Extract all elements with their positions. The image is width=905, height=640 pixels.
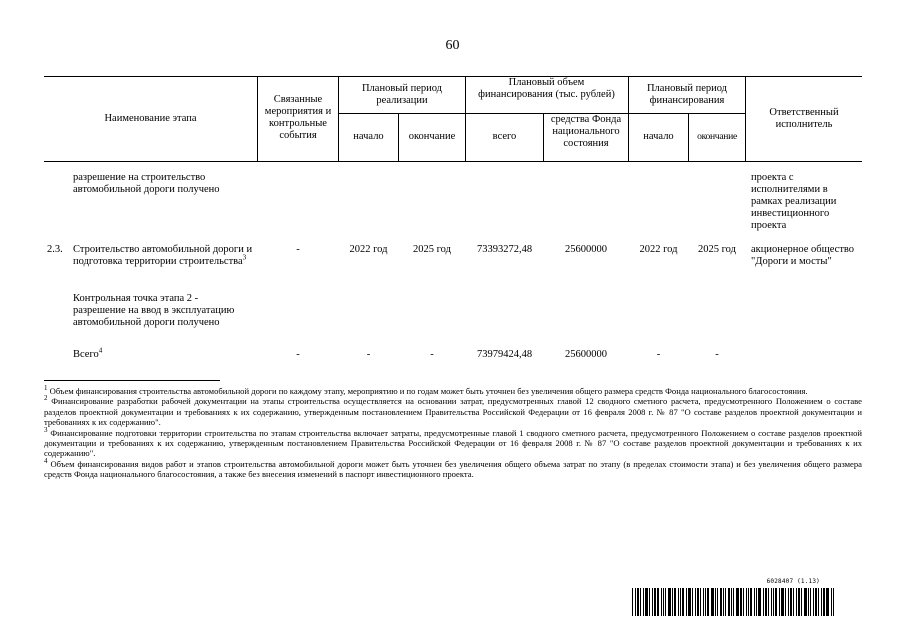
- page-number: 60: [445, 38, 460, 53]
- header-financing-period: Плановый период финансирования: [646, 83, 728, 106]
- footnote-mark: 1: [44, 384, 48, 393]
- header-planned-end: окончание: [408, 131, 456, 142]
- barcode-bar: [823, 588, 825, 616]
- barcode-bar: [746, 588, 747, 616]
- col-divider: [465, 76, 466, 161]
- barcode-bar: [674, 588, 676, 616]
- barcode-bar: [711, 588, 714, 616]
- header-fin-period-end: окончание: [697, 131, 737, 142]
- header-related-events: Связанные мероприятия и контрольные события: [264, 94, 332, 141]
- barcode-bar: [793, 588, 794, 616]
- footnote-ref: 3: [242, 253, 247, 262]
- barcode-bar: [686, 588, 687, 616]
- barcode-bar: [717, 588, 718, 616]
- footnote-text: Финансирование разработки рабочей документации на этапы строительства осуществляется на основании затрат, предусмотренных главой 12 сводного сметного расчета, предусмотренного Положением о составе разделов проектной документации и требованиях к их содержанию, утвержденным постановлением Правительства Российской Федерации от 16 февраля 2008 г. № 87 "О составе разделов проектной документации и требованиях к их содержанию".: [44, 396, 862, 428]
- barcode-bar: [810, 588, 811, 616]
- barcode-bar: [756, 588, 757, 616]
- barcode-bar: [637, 588, 639, 616]
- barcode-bar: [818, 588, 819, 616]
- barcode-bar: [703, 588, 704, 616]
- row-name-total: [73, 346, 248, 361]
- footnote-mark: 2: [44, 394, 48, 403]
- row-responsible-continuation: проекта с исполнителями в рамках реализации инвестиционного проекта: [751, 172, 837, 231]
- barcode-bar: [668, 588, 671, 616]
- barcode-bar: [663, 588, 664, 616]
- row-start: -: [366, 349, 371, 360]
- barcode-bar: [665, 588, 666, 616]
- footnote: [44, 456, 862, 480]
- barcode-bar: [779, 588, 780, 616]
- row-end: -: [430, 349, 434, 360]
- barcode-bar: [707, 588, 709, 616]
- barcode-bar: [831, 588, 832, 616]
- barcode-bar: [788, 588, 789, 616]
- barcode-bar: [790, 588, 792, 616]
- barcode-bar: [643, 588, 644, 616]
- row-name-stage-2-3: [73, 244, 253, 268]
- row-start: 2022 год: [349, 244, 388, 255]
- footnote-text: Объем финансирования строительства автомобильной дороги по каждому этапу, мероприятию и по годам может быть уточнен без увеличения общего размера средств Фонда национального благосостояния.: [49, 386, 808, 396]
- footnote-mark: 4: [44, 456, 48, 465]
- barcode-bar: [773, 588, 774, 616]
- footnote-rule: [44, 380, 220, 381]
- barcode-bar: [705, 588, 706, 616]
- barcode-bar: [785, 588, 786, 616]
- barcode-bar: [652, 588, 653, 616]
- row-fund: 25600000: [565, 349, 607, 360]
- header-financing-volume: Плановый объем финансирования (тыс. рублей): [478, 77, 615, 100]
- barcode-label: 6028407 (1.13): [766, 578, 820, 585]
- barcode-bar: [804, 588, 807, 616]
- barcode-bar: [661, 588, 662, 616]
- barcode-bar: [688, 588, 691, 616]
- barcode-bar: [808, 588, 809, 616]
- barcode-bar: [640, 588, 641, 616]
- footnote: [44, 396, 862, 427]
- barcode-bar: [781, 588, 784, 616]
- row-fin-start: 2022 год: [639, 244, 678, 255]
- row-fin-end: 2025 год: [698, 244, 736, 255]
- barcode-block: [632, 578, 862, 618]
- barcode-bar: [733, 588, 734, 616]
- col-divider: [543, 113, 544, 161]
- barcode-bar: [750, 588, 752, 616]
- barcode-bar: [765, 588, 767, 616]
- footnote: [44, 425, 862, 459]
- barcode-bar: [720, 588, 722, 616]
- barcode-bar: [813, 588, 814, 616]
- barcode-bar: [695, 588, 696, 616]
- barcode-bar: [682, 588, 684, 616]
- barcode-bar: [798, 588, 800, 616]
- barcode-bar: [796, 588, 797, 616]
- barcode-bar: [657, 588, 659, 616]
- barcode-bar: [700, 588, 701, 616]
- footnote-ref: 4: [98, 346, 103, 355]
- header-stage-name: Наименование этапа: [104, 113, 197, 124]
- footnote-mark: 3: [44, 425, 48, 434]
- header-bottom-border: [44, 161, 862, 162]
- barcode-bar: [833, 588, 834, 616]
- footnote-text: Объем финансирования видов работ и этапов строительства автомобильной дороги может быть уточнен без увеличения общего объема затрат по этапу (в пределах стоимости этапа) и без увеличения общего размера средств Фонда национального благосостояния, а также без внесения изменений в паспорт инвестиционного проекта.: [44, 458, 862, 480]
- footnotes: [44, 386, 862, 480]
- header-planned-period: Плановый период реализации: [361, 83, 443, 106]
- row-number: 2.3.: [47, 244, 63, 255]
- header-responsible: Ответственный исполнитель: [769, 107, 839, 130]
- barcode-bar: [743, 588, 744, 616]
- barcode-bar: [672, 588, 673, 616]
- barcode-bar: [697, 588, 699, 616]
- barcode-bar: [692, 588, 693, 616]
- barcode-bar: [763, 588, 764, 616]
- subheader-line-period: [338, 113, 465, 114]
- barcode-bar: [725, 588, 726, 616]
- barcode-bar: [680, 588, 681, 616]
- row-related: -: [296, 349, 300, 360]
- footnote-text: Финансирование подготовки территории строительства по этапам строительства включает затраты, предусмотренные главой 1 сводного сметного расчета, предусмотренного Положением о составе разделов проектной документации и требованиях к их содержанию, утвержденным постановлением Правительства Российской Федерации от 16 февраля 2008 г. № 87 "О составе разделов проектной документации и требованиях к их содержанию".: [44, 427, 862, 459]
- barcode-bar: [758, 588, 761, 616]
- barcode-bar: [736, 588, 739, 616]
- row-related: -: [296, 244, 300, 255]
- col-divider: [628, 76, 629, 161]
- row-name-continuation: разрешение на строительство автомобильной дороги получено: [73, 172, 220, 195]
- subheader-line-fin-period: [628, 113, 745, 114]
- barcode-bar: [723, 588, 724, 616]
- barcode-bar: [815, 588, 817, 616]
- row-name-control-point: Контрольная точка этапа 2 - разрешение на ввод в эксплуатацию автомобильной дороги получено: [73, 293, 235, 328]
- barcode-bar: [715, 588, 716, 616]
- row-fund: 25600000: [565, 244, 607, 255]
- header-fin-period-start: начало: [643, 131, 674, 142]
- barcode-icon: [632, 588, 862, 616]
- barcode-bar: [645, 588, 648, 616]
- row-end: 2025 год: [413, 244, 451, 255]
- barcode-bar: [821, 588, 822, 616]
- barcode-bar: [740, 588, 742, 616]
- barcode-bar: [748, 588, 749, 616]
- barcode-bar: [632, 588, 633, 616]
- row-fin-start: -: [656, 349, 661, 360]
- barcode-bar: [801, 588, 802, 616]
- header-financing-fund: средства Фонда национального состояния: [550, 114, 622, 149]
- barcode-bar: [768, 588, 769, 616]
- row-name-text: Всего: [73, 349, 99, 360]
- row-fin-end: -: [715, 349, 719, 360]
- header-planned-start: начало: [353, 131, 384, 142]
- barcode-bar: [731, 588, 732, 616]
- barcode-bar: [826, 588, 829, 616]
- header-financing-total: всего: [492, 131, 517, 142]
- barcode-bar: [771, 588, 772, 616]
- table-top-border: [44, 76, 862, 77]
- barcode-bar: [649, 588, 650, 616]
- row-total: 73393272,48: [476, 244, 533, 255]
- row-name-text: Строительство автомобильной дороги и подготовка территории строительства: [73, 244, 253, 267]
- barcode-bar: [775, 588, 777, 616]
- row-total: 73979424,48: [476, 349, 533, 360]
- barcode-bar: [754, 588, 755, 616]
- barcode-bar: [678, 588, 679, 616]
- barcode-bar: [635, 588, 636, 616]
- barcode-bar: [728, 588, 730, 616]
- footnote: [44, 386, 862, 396]
- barcode-bar: [654, 588, 656, 616]
- row-responsible: акционерное общество "Дороги и мосты": [751, 244, 855, 267]
